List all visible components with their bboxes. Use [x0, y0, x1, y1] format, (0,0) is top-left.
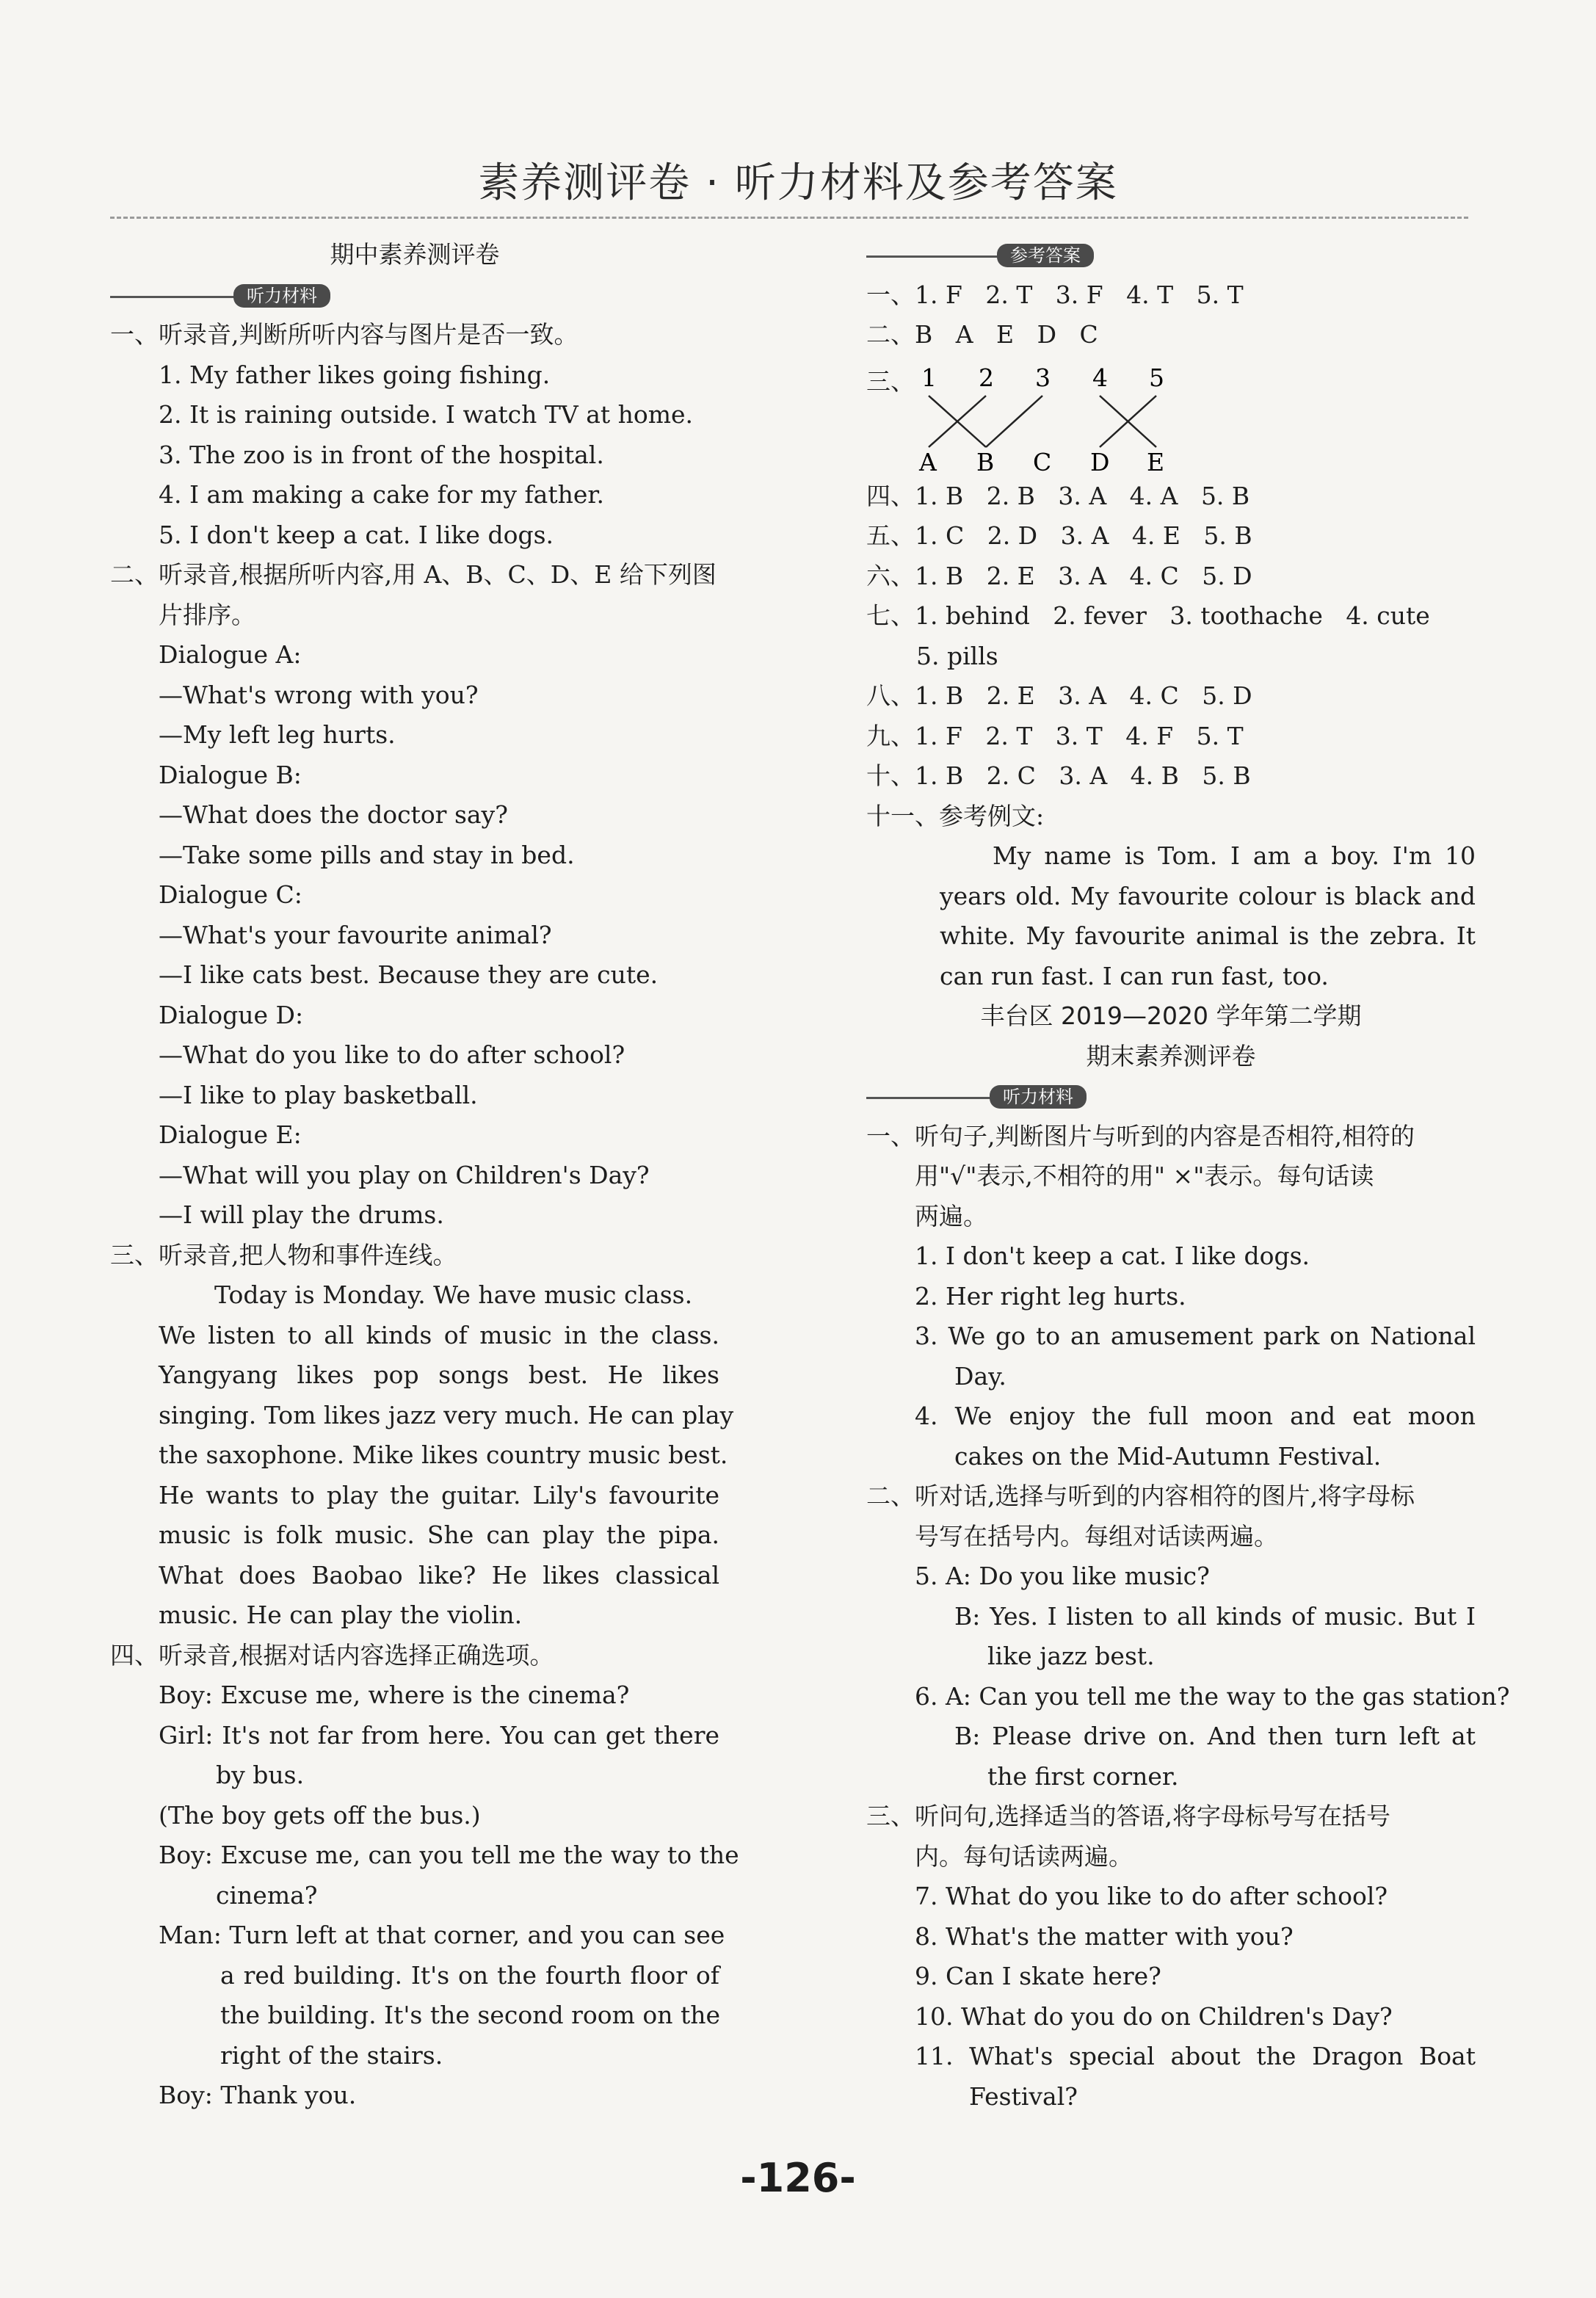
answer-line: 七、1. behind 2. fever 3. toothache 4. cute — [866, 601, 1430, 630]
dialogue-label: Dialogue A: — [159, 640, 302, 669]
passage-line: We listen to all kinds of music in the class. — [159, 1320, 719, 1349]
dialogue-line: B: Please drive on. And then turn left at — [954, 1722, 1476, 1750]
match-top-label: 5 — [1149, 363, 1164, 392]
matching-answer — [866, 355, 1476, 476]
dialogue-line: Girl: It's not far from here. You can get there — [159, 1720, 719, 1750]
match-top-label: 2 — [979, 363, 994, 392]
answer-line: 九、1. F 2. T 3. T 4. F 5. T — [866, 721, 1244, 750]
dialogue-line: —I like to play basketball. — [159, 1080, 478, 1109]
passage-line: music. He can play the violin. — [159, 1601, 523, 1629]
sample-essay-line: My name is Tom. I am a boy. I'm 10 — [993, 841, 1476, 870]
question-heading-cont: 内。每句话读两遍。 — [915, 1841, 1133, 1871]
match-prefix: 三、 — [866, 366, 915, 396]
dialogue-line: Boy: Thank you. — [159, 2081, 357, 2109]
passage-line: Yangyang likes pop songs best. He likes — [159, 1360, 719, 1389]
answer-line: 十一、参考例文: — [866, 801, 1045, 830]
dialogue-label: Dialogue B: — [159, 760, 302, 789]
answer-line: 四、1. B 2. B 3. A 4. A 5. B — [866, 481, 1250, 510]
list-item: 3. The zoo is in front of the hospital. — [159, 440, 604, 469]
dialogue-line: —My left leg hurts. — [159, 720, 396, 749]
question-heading: 一、听句子,判断图片与听到的内容是否相符,相符的 — [866, 1121, 1415, 1150]
passage-line: music is folk music. She can play the pipa. — [159, 1520, 719, 1549]
tag-rule — [866, 255, 998, 258]
question-heading-cont: 用"√"表示,不相符的用" ×"表示。每句话读 — [915, 1161, 1374, 1190]
answers-tag-row — [866, 235, 1476, 275]
listening-tag-row — [110, 275, 719, 316]
dialogue-line-cont: by bus. — [216, 1761, 305, 1789]
page-title: 素养测评卷 · 听力材料及参考答案 — [478, 159, 1118, 207]
right-column — [866, 235, 1510, 2117]
tag-rule — [866, 1097, 991, 1099]
match-bottom-label: A — [919, 447, 937, 476]
dialogue-line: —What's wrong with you? — [159, 680, 479, 709]
matching-lines — [910, 355, 1204, 476]
match-bottom-label: C — [1033, 447, 1052, 476]
match-top-label: 4 — [1092, 363, 1108, 392]
question-heading: 一、听录音,判断所听内容与图片是否一致。 — [110, 320, 578, 349]
dialogue-line-cont: the building. It's the second room on the — [220, 2001, 721, 2029]
dialogue-line: Man: Turn left at that corner, and you can see — [159, 1921, 725, 1949]
tag-rule — [110, 296, 235, 298]
list-item: 2. Her right leg hurts. — [915, 1281, 1186, 1311]
dialogue-line: —I like cats best. Because they are cute. — [159, 960, 659, 989]
dialogue-line-cont: like jazz best. — [987, 1642, 1155, 1670]
question-heading: 三、听录音,把人物和事件连线。 — [110, 1240, 457, 1269]
passage-line: Today is Monday. We have music class. — [214, 1280, 693, 1309]
answer-line: 二、B A E D C — [866, 320, 1098, 349]
question-heading: 二、听对话,选择与听到的内容相符的图片,将字母标 — [866, 1482, 1415, 1510]
dialogue-line: —I will play the drums. — [159, 1200, 444, 1229]
list-item: 4. I am making a cake for my father. — [159, 480, 605, 509]
list-item: 3. We go to an amusement park on National — [915, 1322, 1476, 1350]
passage-line: singing. Tom likes jazz very much. He can play — [159, 1400, 734, 1429]
match-top-label: 1 — [921, 363, 937, 392]
list-item: 1. My father likes going fishing. — [159, 360, 551, 389]
question-heading-cont: 片排序。 — [159, 600, 255, 629]
question-heading: 三、听问句,选择适当的答语,将字母标号写在括号 — [866, 1802, 1390, 1830]
answer-line: 一、1. F 2. T 3. F 4. T 5. T — [866, 280, 1244, 309]
dialogue-line: 5. A: Do you like music? — [915, 1562, 1210, 1590]
match-line — [986, 396, 1042, 447]
list-item-cont: cakes on the Mid-Autumn Festival. — [954, 1441, 1382, 1471]
answer-line-cont: 5. pills — [916, 641, 998, 670]
listening-tag: 听力材料 — [990, 1085, 1087, 1109]
passage-line: the saxophone. Mike likes country music best. — [159, 1440, 728, 1469]
question-heading-cont: 号写在括号内。每组对话读两遍。 — [915, 1521, 1278, 1551]
dialogue-line-cont: a red building. It's on the fourth floor of — [220, 1960, 719, 1990]
question-heading-cont: 两遍。 — [915, 1201, 987, 1230]
sample-essay-line: years old. My favourite colour is black and — [940, 881, 1476, 910]
answers-tag: 参考答案 — [997, 244, 1094, 267]
answer-line: 八、1. B 2. E 3. A 4. C 5. D — [866, 681, 1252, 710]
answer-line: 六、1. B 2. E 3. A 4. C 5. D — [866, 561, 1252, 590]
list-item-cont: Day. — [954, 1361, 1006, 1391]
match-top-label: 3 — [1035, 363, 1051, 392]
list-item: 10. What do you do on Children's Day? — [915, 2001, 1393, 2031]
match-bottom-label: E — [1147, 447, 1165, 476]
passage-line: He wants to play the guitar. Lily's favourite — [159, 1480, 719, 1509]
section-heading-final-sub: 期末素养测评卷 — [1086, 1041, 1256, 1070]
sample-essay-line: can run fast. I can run fast, too. — [940, 961, 1329, 990]
list-item: 1. I don't keep a cat. I like dogs. — [915, 1242, 1310, 1270]
list-item: 9. Can I skate here? — [915, 1962, 1161, 1990]
list-item: 7. What do you like to do after school? — [915, 1882, 1388, 1910]
section-heading-final: 丰台区 2019—2020 学年第二学期 — [980, 1001, 1362, 1030]
listening-tag: 听力材料 — [233, 284, 330, 308]
dialogue-line-cont: right of the stairs. — [220, 2040, 443, 2070]
dialogue-line-cont: cinema? — [216, 1880, 318, 1910]
list-item: 2. It is raining outside. I watch TV at home. — [159, 400, 694, 429]
passage-line: What does Baobao like? He likes classical — [159, 1560, 719, 1590]
dialogue-line: —What does the doctor say? — [159, 800, 508, 829]
page-number: -126- — [740, 2155, 856, 2201]
match-bottom-label: B — [976, 447, 995, 476]
list-item: 4. We enjoy the full moon and eat moon — [915, 1402, 1476, 1430]
list-item: 5. I don't keep a cat. I like dogs. — [159, 520, 554, 549]
dialogue-line: Boy: Excuse me, can you tell me the way to the — [159, 1841, 739, 1869]
dialogue-line: —Take some pills and stay in bed. — [159, 840, 575, 869]
dialogue-line: —What's your favourite animal? — [159, 920, 552, 949]
dialogue-line: —What will you play on Children's Day? — [159, 1160, 650, 1189]
answer-line: 十、1. B 2. C 3. A 4. B 5. B — [866, 761, 1251, 790]
list-item: 8. What's the matter with you? — [915, 1921, 1294, 1951]
title-divider — [110, 217, 1468, 219]
list-item-cont: Festival? — [969, 2081, 1078, 2111]
dialogue-label: Dialogue E: — [159, 1120, 302, 1149]
dialogue-line: Boy: Excuse me, where is the cinema? — [159, 1681, 630, 1709]
section-heading-midterm: 期中素养测评卷 — [330, 240, 500, 269]
listening-tag-row-final — [866, 1076, 1476, 1117]
dialogue-label: Dialogue D: — [159, 1000, 304, 1029]
match-bottom-label: D — [1090, 447, 1110, 476]
sample-essay-line: white. My favourite animal is the zebra. It — [940, 921, 1476, 950]
stage-direction: (The boy gets off the bus.) — [159, 1800, 481, 1830]
dialogue-line-cont: the first corner. — [987, 1761, 1179, 1791]
dialogue-line: 6. A: Can you tell me the way to the gas station? — [915, 1681, 1510, 1711]
question-heading: 四、听录音,根据对话内容选择正确选项。 — [110, 1640, 554, 1670]
question-heading: 二、听录音,根据所听内容,用 A、B、C、D、E 给下列图 — [110, 560, 717, 589]
answer-line: 五、1. C 2. D 3. A 4. E 5. B — [866, 521, 1252, 550]
left-column — [110, 235, 739, 2116]
dialogue-label: Dialogue C: — [159, 880, 302, 909]
dialogue-line: —What do you like to do after school? — [159, 1040, 625, 1069]
list-item: 11. What's special about the Dragon Boat — [915, 2042, 1476, 2070]
dialogue-line: B: Yes. I listen to all kinds of music. But I — [954, 1601, 1476, 1631]
